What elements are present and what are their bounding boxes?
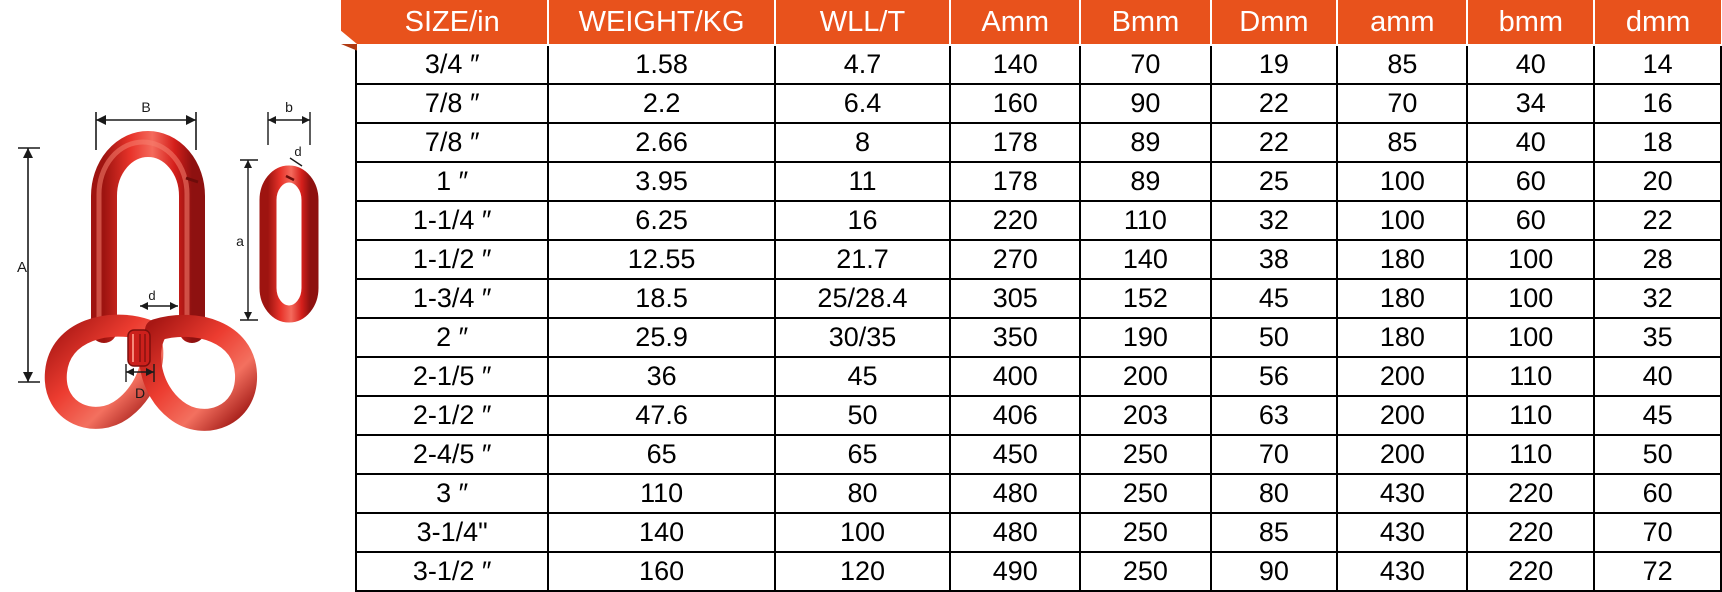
cell-value: 38 [1211, 240, 1338, 279]
cell-value: 100 [1337, 201, 1467, 240]
column-header-2: WLL/T [775, 0, 950, 45]
cell-size: 3 ″ [356, 474, 548, 513]
cell-value: 100 [1467, 240, 1594, 279]
cell-size: 7/8 ″ [356, 84, 548, 123]
cell-value: 45 [1211, 279, 1338, 318]
cell-value: 85 [1211, 513, 1338, 552]
cell-value: 34 [1467, 84, 1594, 123]
cell-value: 110 [548, 474, 774, 513]
column-header-4: Bmm [1080, 0, 1210, 45]
dimension-label-d-left: d [148, 288, 156, 303]
cell-value: 3.95 [548, 162, 774, 201]
column-header-1: WEIGHT/KG [548, 0, 774, 45]
cell-value: 6.4 [775, 84, 950, 123]
table-row [356, 201, 1721, 240]
cell-value: 100 [1467, 279, 1594, 318]
cell-value: 14 [1594, 45, 1721, 84]
cell-value: 160 [548, 552, 774, 591]
cell-value: 400 [950, 357, 1080, 396]
cell-value: 70 [1594, 513, 1721, 552]
cell-size: 3/4 ″ [356, 45, 548, 84]
cell-value: 18.5 [548, 279, 774, 318]
cell-value: 2.2 [548, 84, 774, 123]
cell-value: 18 [1594, 123, 1721, 162]
table-row [356, 162, 1721, 201]
cell-value: 20 [1594, 162, 1721, 201]
cell-value: 200 [1337, 435, 1467, 474]
cell-value: 2.66 [548, 123, 774, 162]
table-row [356, 84, 1721, 123]
cell-value: 11 [775, 162, 950, 201]
cell-value: 350 [950, 318, 1080, 357]
dimension-d-right [290, 158, 302, 166]
table-header-row [356, 0, 1721, 45]
cell-value: 12.55 [548, 240, 774, 279]
cell-value: 160 [950, 84, 1080, 123]
cell-value: 50 [1211, 318, 1338, 357]
column-header-8: dmm [1594, 0, 1721, 45]
cell-value: 140 [950, 45, 1080, 84]
cell-value: 45 [775, 357, 950, 396]
cell-value: 490 [950, 552, 1080, 591]
cell-value: 100 [1337, 162, 1467, 201]
specification-table [355, 0, 1722, 592]
table-row [356, 279, 1721, 318]
dimension-label-B: B [141, 99, 151, 115]
cell-value: 32 [1211, 201, 1338, 240]
cell-value: 140 [1080, 240, 1210, 279]
cell-value: 25.9 [548, 318, 774, 357]
column-header-7: bmm [1467, 0, 1594, 45]
dimension-label-a: a [236, 233, 244, 249]
cell-value: 25 [1211, 162, 1338, 201]
cell-value: 8 [775, 123, 950, 162]
cell-size: 2-4/5 ″ [356, 435, 548, 474]
cell-value: 180 [1337, 318, 1467, 357]
cell-value: 40 [1467, 123, 1594, 162]
column-header-5: Dmm [1211, 0, 1338, 45]
table-row [356, 123, 1721, 162]
dimension-label-D: D [134, 385, 146, 401]
cell-size: 1-1/2 ″ [356, 240, 548, 279]
cell-value: 16 [775, 201, 950, 240]
cell-value: 28 [1594, 240, 1721, 279]
cell-value: 152 [1080, 279, 1210, 318]
table-row [356, 435, 1721, 474]
cell-value: 120 [775, 552, 950, 591]
cell-value: 60 [1467, 162, 1594, 201]
table-row [356, 396, 1721, 435]
cell-value: 200 [1337, 357, 1467, 396]
cell-value: 50 [1594, 435, 1721, 474]
cell-value: 80 [775, 474, 950, 513]
cell-value: 430 [1337, 474, 1467, 513]
cell-value: 36 [548, 357, 774, 396]
cell-value: 63 [1211, 396, 1338, 435]
cell-value: 4.7 [775, 45, 950, 84]
cell-value: 250 [1080, 552, 1210, 591]
cell-value: 30/35 [775, 318, 950, 357]
cell-value: 200 [1337, 396, 1467, 435]
cell-value: 19 [1211, 45, 1338, 84]
cell-size: 2 ″ [356, 318, 548, 357]
dimension-label-A: A [16, 259, 28, 276]
cell-value: 250 [1080, 435, 1210, 474]
cell-value: 1.58 [548, 45, 774, 84]
cell-value: 90 [1080, 84, 1210, 123]
cell-value: 70 [1337, 84, 1467, 123]
cell-size: 3-1/4" [356, 513, 548, 552]
cell-value: 22 [1594, 201, 1721, 240]
table-body [356, 45, 1721, 591]
cell-value: 178 [950, 123, 1080, 162]
cell-value: 480 [950, 474, 1080, 513]
cell-value: 45 [1594, 396, 1721, 435]
cell-value: 450 [950, 435, 1080, 474]
single-master-link [268, 174, 310, 314]
cell-value: 22 [1211, 123, 1338, 162]
cell-value: 22 [1211, 84, 1338, 123]
cell-value: 85 [1337, 123, 1467, 162]
cell-size: 1-3/4 ″ [356, 279, 548, 318]
cell-value: 40 [1467, 45, 1594, 84]
table-row [356, 513, 1721, 552]
link-embossed-text [87, 265, 99, 268]
cell-size: 1 ″ [356, 162, 548, 201]
cell-value: 140 [548, 513, 774, 552]
cell-size: 2-1/2 ″ [356, 396, 548, 435]
cell-value: 47.6 [548, 396, 774, 435]
table-row [356, 474, 1721, 513]
cell-value: 85 [1337, 45, 1467, 84]
specification-table-container [355, 0, 1722, 586]
dimension-b [268, 112, 310, 145]
cell-value: 25/28.4 [775, 279, 950, 318]
cell-size: 2-1/5 ″ [356, 357, 548, 396]
cell-value: 250 [1080, 474, 1210, 513]
cell-value: 110 [1467, 396, 1594, 435]
cell-value: 180 [1337, 279, 1467, 318]
cell-value: 430 [1337, 552, 1467, 591]
cell-value: 70 [1080, 45, 1210, 84]
cell-value: 89 [1080, 123, 1210, 162]
table-row [356, 240, 1721, 279]
cell-value: 203 [1080, 396, 1210, 435]
cell-value: 6.25 [548, 201, 774, 240]
cell-value: 90 [1211, 552, 1338, 591]
table-row [356, 357, 1721, 396]
cell-value: 220 [950, 201, 1080, 240]
cell-value: 220 [1467, 552, 1594, 591]
cell-value: 110 [1080, 201, 1210, 240]
dimension-d-left [140, 302, 178, 310]
cell-value: 65 [548, 435, 774, 474]
cell-value: 40 [1594, 357, 1721, 396]
cell-value: 110 [1467, 435, 1594, 474]
cell-value: 80 [1211, 474, 1338, 513]
cell-value: 178 [950, 162, 1080, 201]
cell-value: 32 [1594, 279, 1721, 318]
column-header-6: amm [1337, 0, 1467, 45]
cell-value: 56 [1211, 357, 1338, 396]
dimension-label-d-right: d [294, 144, 302, 159]
cell-value: 110 [1467, 357, 1594, 396]
cell-value: 60 [1467, 201, 1594, 240]
cell-value: 250 [1080, 513, 1210, 552]
cell-value: 430 [1337, 513, 1467, 552]
cell-value: 16 [1594, 84, 1721, 123]
cell-size: 1-1/4 ″ [356, 201, 548, 240]
cell-value: 190 [1080, 318, 1210, 357]
table-row [356, 318, 1721, 357]
cell-size: 7/8 ″ [356, 123, 548, 162]
column-header-3: Amm [950, 0, 1080, 45]
cell-value: 200 [1080, 357, 1210, 396]
cell-size: 3-1/2 ″ [356, 552, 548, 591]
table-row [356, 552, 1721, 591]
cell-value: 60 [1594, 474, 1721, 513]
cell-value: 100 [1467, 318, 1594, 357]
cell-value: 70 [1211, 435, 1338, 474]
column-header-0: SIZE/in [356, 0, 548, 45]
link-coupling-pin [128, 330, 150, 366]
dimension-label-b: b [285, 99, 293, 115]
master-link-assembly-figure [0, 0, 355, 575]
cell-value: 21.7 [775, 240, 950, 279]
cell-value: 72 [1594, 552, 1721, 591]
table-row [356, 45, 1721, 84]
cell-value: 89 [1080, 162, 1210, 201]
cell-value: 35 [1594, 318, 1721, 357]
cell-value: 220 [1467, 474, 1594, 513]
cell-value: 270 [950, 240, 1080, 279]
cell-value: 305 [950, 279, 1080, 318]
cell-value: 50 [775, 396, 950, 435]
cell-value: 480 [950, 513, 1080, 552]
cell-value: 65 [775, 435, 950, 474]
cell-value: 220 [1467, 513, 1594, 552]
cell-value: 406 [950, 396, 1080, 435]
cell-value: 180 [1337, 240, 1467, 279]
cell-value: 100 [775, 513, 950, 552]
